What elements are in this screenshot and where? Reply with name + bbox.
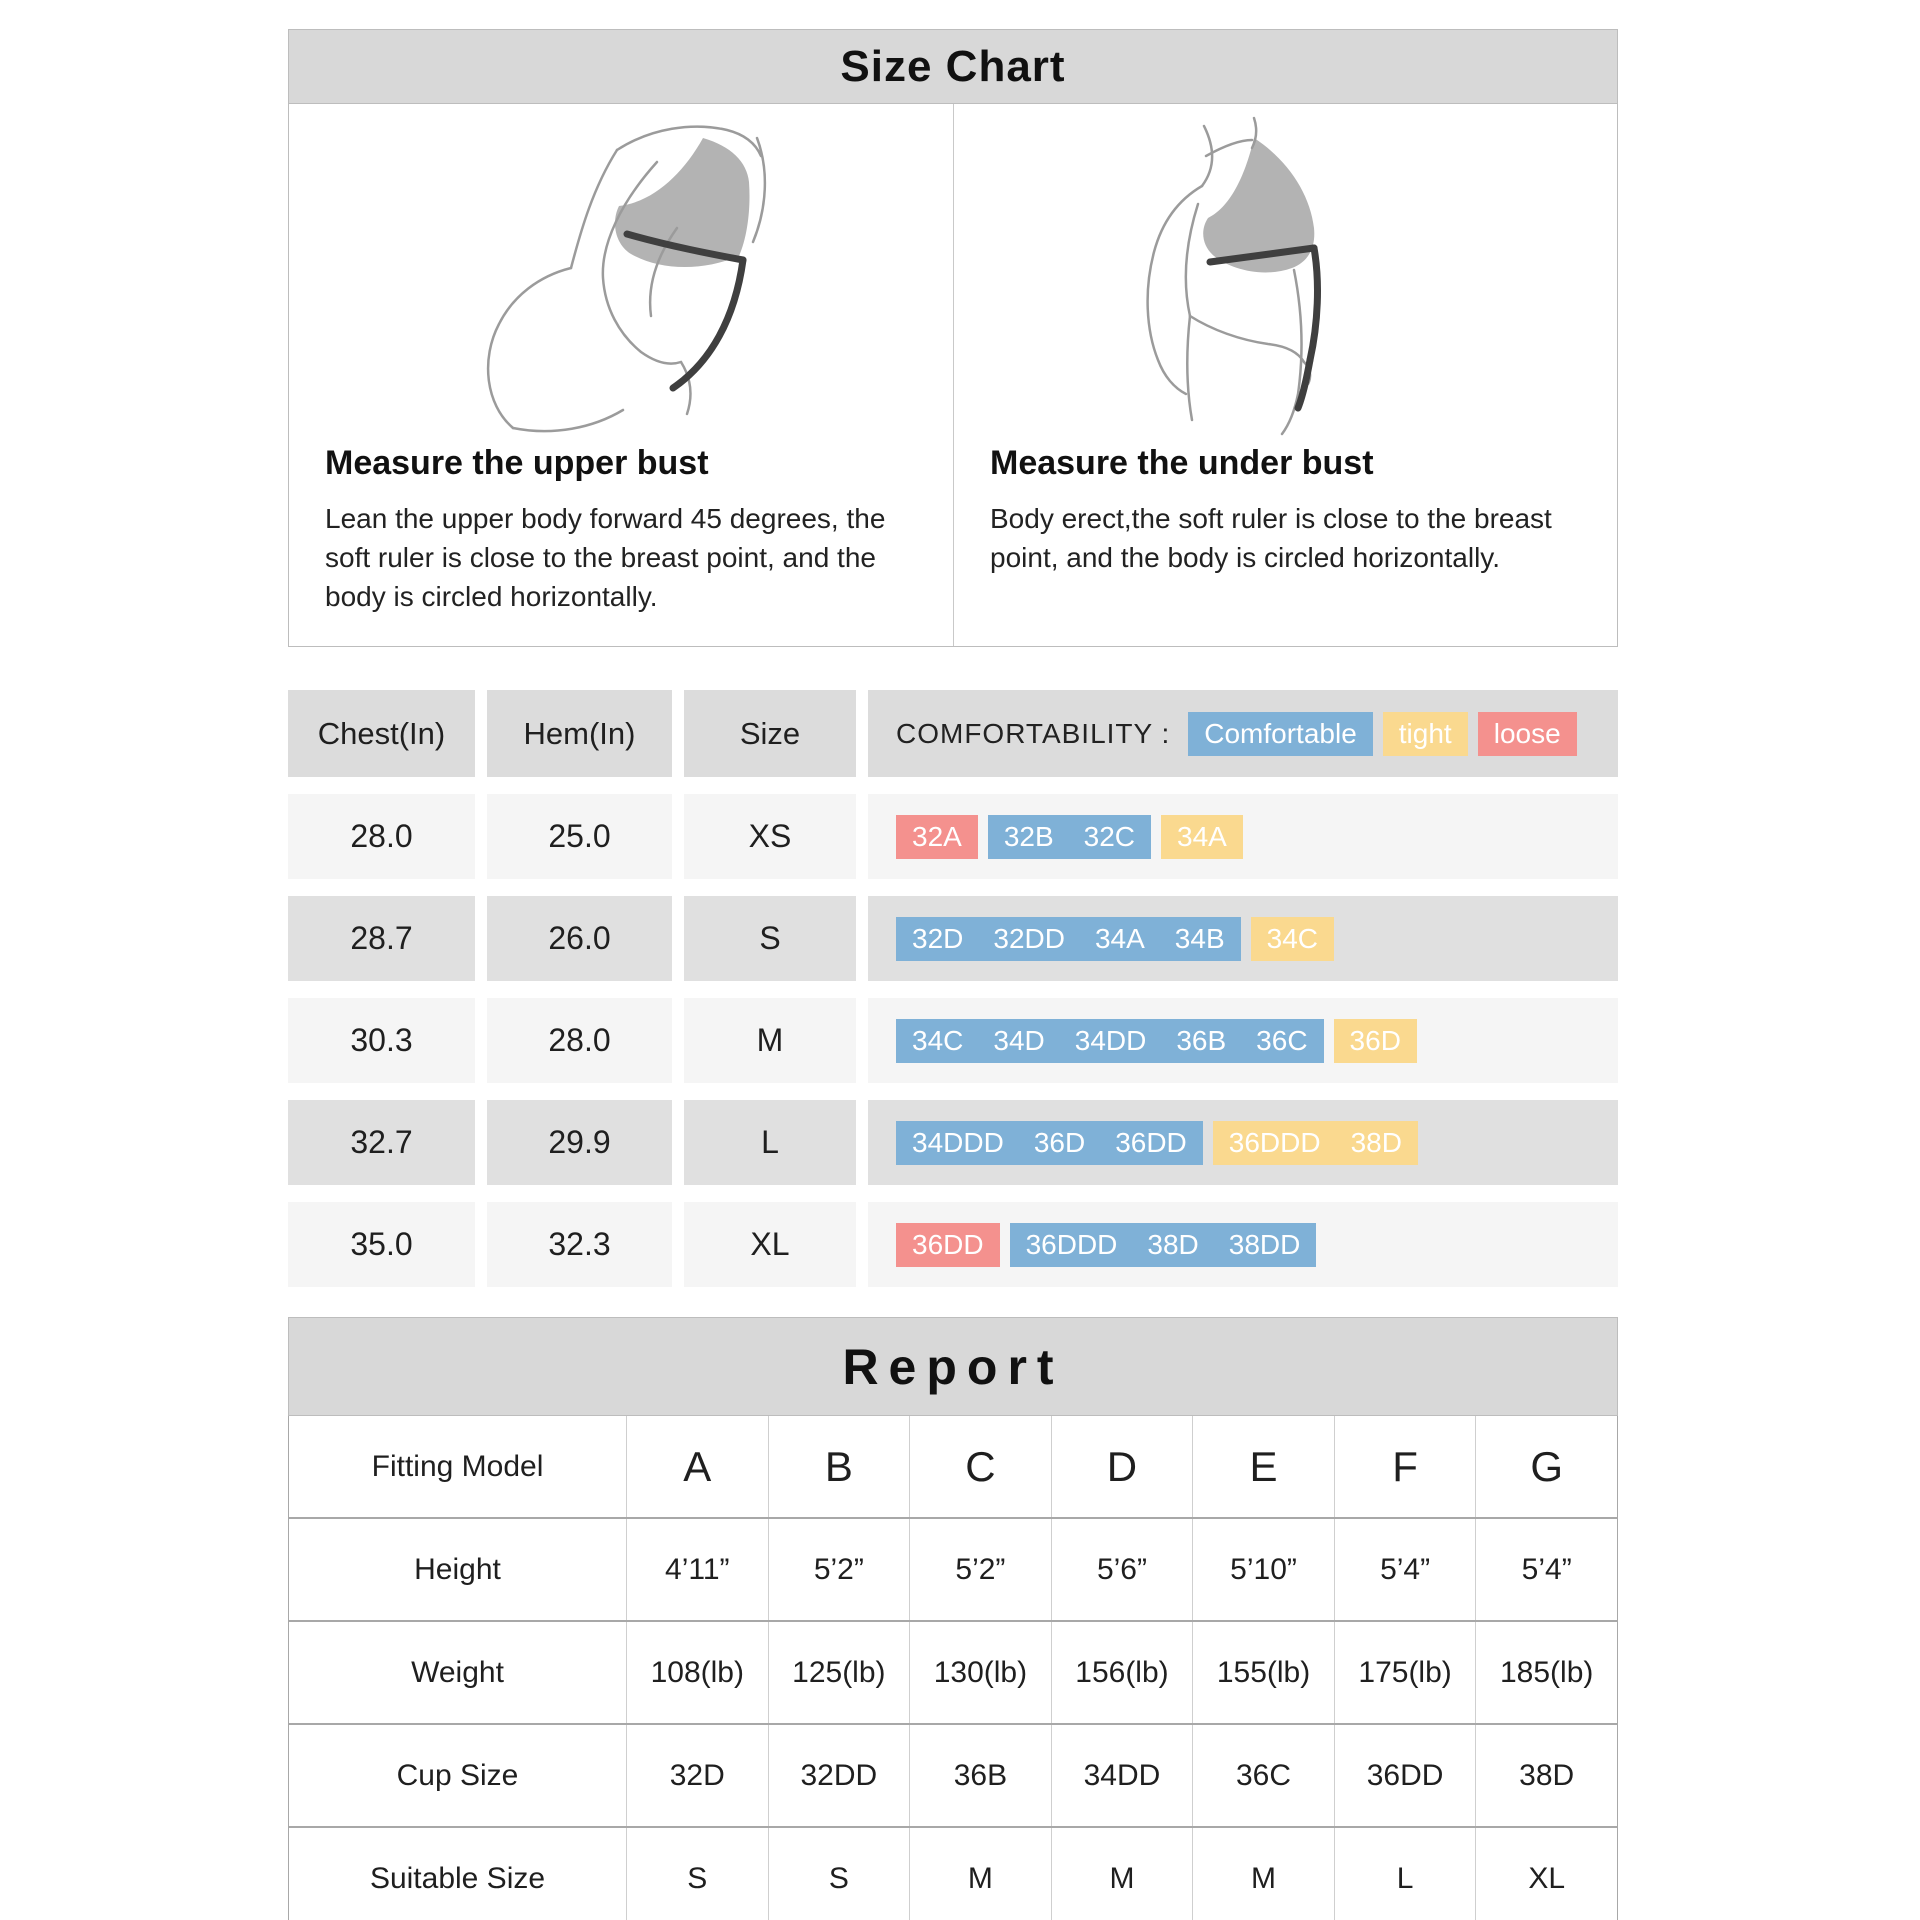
fit-chip-tight <box>1161 815 1243 859</box>
suitable-size-value: XL <box>1476 1827 1618 1920</box>
height-value: 4’11” <box>627 1518 769 1621</box>
bra-size: 36B <box>1176 1024 1227 1056</box>
legend-comfortable-chip <box>1188 712 1373 756</box>
upper-bust-panel <box>289 104 953 646</box>
measure-panels <box>289 104 1617 646</box>
report-table <box>288 1416 1618 1920</box>
chest-value: 30.3 <box>288 998 475 1083</box>
under-bust-instructions: Body erect,the soft ruler is close to the breast point, and the body is circled horizontally. <box>990 503 1552 573</box>
report-row-weight <box>289 1621 1618 1724</box>
legend-comfortable-label: Comfortable <box>1204 717 1357 749</box>
bra-size: 34D <box>993 1024 1045 1056</box>
under-bust-heading: Measure the under bust <box>990 444 1374 482</box>
bra-size: 34DDD <box>912 1126 1004 1158</box>
report-row-height <box>289 1518 1618 1621</box>
legend-loose-label: loose <box>1493 717 1561 749</box>
height-value: 5’4” <box>1334 1518 1476 1621</box>
under-bust-illustration <box>990 110 1581 440</box>
size-table-header-row <box>288 690 1618 777</box>
size-row-s <box>288 896 1618 981</box>
bra-size: 34A <box>1177 820 1227 852</box>
hem-value: 28.0 <box>487 998 672 1083</box>
chest-value: 28.0 <box>288 794 475 879</box>
suitable-size-value: M <box>1193 1827 1335 1920</box>
bra-size: 32D <box>912 922 964 954</box>
report-title: Report <box>288 1317 1618 1416</box>
fit-chip-tight <box>1213 1121 1418 1165</box>
size-chart-section <box>288 29 1618 647</box>
chest-column-header: Chest(In) <box>288 690 475 777</box>
report-row-label: Fitting Model <box>371 1449 544 1483</box>
comfortability-header <box>868 690 1618 777</box>
suitable-size-value: S <box>627 1827 769 1920</box>
hem-column-header: Hem(In) <box>487 690 672 777</box>
size-value: XS <box>684 794 856 879</box>
size-column-header: Size <box>684 690 856 777</box>
model-name: D <box>1051 1416 1193 1518</box>
bra-size: 36C <box>1256 1024 1308 1056</box>
fit-chip-comfortable <box>988 815 1151 859</box>
weight-value: 175(lb) <box>1334 1621 1476 1724</box>
suitable-size-value: M <box>910 1827 1052 1920</box>
size-row-l <box>288 1100 1618 1185</box>
fit-chip-comfortable <box>896 1121 1203 1165</box>
cup-size-value: 36DD <box>1334 1724 1476 1827</box>
chest-value: 35.0 <box>288 1202 475 1287</box>
cup-size-value: 32D <box>627 1724 769 1827</box>
report-row-suitable-size <box>289 1827 1618 1920</box>
fit-chip-comfortable <box>1010 1223 1317 1267</box>
report-row-label: Height <box>289 1518 627 1621</box>
size-value: S <box>684 896 856 981</box>
report-row-cup-size <box>289 1724 1618 1827</box>
weight-value: 130(lb) <box>910 1621 1052 1724</box>
bra-size: 32C <box>1083 820 1136 852</box>
weight-value: 156(lb) <box>1051 1621 1193 1724</box>
model-name: A <box>627 1416 769 1518</box>
size-chart-title: Size Chart <box>289 30 1617 104</box>
bra-size: 38DD <box>1228 1228 1301 1260</box>
size-value: XL <box>684 1202 856 1287</box>
bra-size: 36D <box>1033 1126 1086 1158</box>
report-row-label: Suitable Size <box>289 1827 627 1920</box>
bra-size: 36DDD <box>1228 1126 1321 1158</box>
bra-size: 34C <box>1266 922 1318 954</box>
cup-size-value: 32DD <box>768 1724 910 1827</box>
cup-size-value: 36B <box>910 1724 1052 1827</box>
bra-size: 38D <box>1350 1126 1402 1158</box>
cup-size-value: 38D <box>1476 1724 1618 1827</box>
bra-size: 36DD <box>1115 1126 1187 1158</box>
upper-bust-illustration <box>325 110 917 440</box>
under-bust-sketch-svg <box>1086 110 1486 440</box>
cup-size-value: 34DD <box>1051 1724 1193 1827</box>
weight-value: 125(lb) <box>768 1621 910 1724</box>
bra-size: 32DD <box>993 922 1065 954</box>
height-value: 5’10” <box>1193 1518 1335 1621</box>
weight-value: 155(lb) <box>1193 1621 1335 1724</box>
height-value: 5’2” <box>768 1518 910 1621</box>
fit-chip-tight <box>1251 917 1334 961</box>
fit-chip-comfortable <box>896 1019 1324 1063</box>
bra-size: 32A <box>912 820 962 852</box>
comfortability-label: COMFORTABILITY : <box>896 717 1171 749</box>
bra-size: 36DDD <box>1025 1228 1118 1260</box>
suitable-size-value: L <box>1334 1827 1476 1920</box>
comfortability-cell <box>868 1100 1618 1185</box>
size-table <box>288 690 1618 1287</box>
model-name: E <box>1193 1416 1335 1518</box>
size-row-xl <box>288 1202 1618 1287</box>
bra-size: 38D <box>1147 1228 1199 1260</box>
height-value: 5’2” <box>910 1518 1052 1621</box>
comfortability-cell <box>868 998 1618 1083</box>
model-name: F <box>1334 1416 1476 1518</box>
legend-tight-chip <box>1383 712 1468 756</box>
chest-value: 32.7 <box>288 1100 475 1185</box>
hem-value: 25.0 <box>487 794 672 879</box>
height-value: 5’4” <box>1476 1518 1618 1621</box>
comfortability-cell <box>868 1202 1618 1287</box>
model-name: C <box>910 1416 1052 1518</box>
content <box>288 29 1618 1920</box>
model-name: B <box>768 1416 910 1518</box>
fit-chip-loose <box>896 815 978 859</box>
upper-bust-instructions: Lean the upper body forward 45 degrees, the soft ruler is close to the breast point, and the body is circled horizontally. <box>325 503 886 612</box>
under-bust-panel <box>953 104 1617 646</box>
hem-value: 29.9 <box>487 1100 672 1185</box>
bra-size: 34A <box>1094 922 1145 954</box>
bra-size: 32B <box>1003 820 1054 852</box>
bra-size: 36D <box>1349 1024 1401 1056</box>
report-row-label: Cup Size <box>289 1724 627 1827</box>
bra-size: 34DD <box>1074 1024 1147 1056</box>
weight-value: 185(lb) <box>1476 1621 1618 1724</box>
hem-value: 26.0 <box>487 896 672 981</box>
upper-bust-heading: Measure the upper bust <box>325 444 709 482</box>
report-row-fitting-model <box>289 1416 1618 1518</box>
chest-value: 28.7 <box>288 896 475 981</box>
cup-size-value: 36C <box>1193 1724 1335 1827</box>
hem-value: 32.3 <box>487 1202 672 1287</box>
size-value: M <box>684 998 856 1083</box>
report-row-label: Weight <box>289 1621 627 1724</box>
bra-size: 34B <box>1174 922 1225 954</box>
fit-chip-comfortable <box>896 917 1241 961</box>
size-row-m <box>288 998 1618 1083</box>
suitable-size-value: S <box>768 1827 910 1920</box>
fit-chip-loose <box>896 1223 1000 1267</box>
comfortability-cell <box>868 794 1618 879</box>
comfortability-cell <box>868 896 1618 981</box>
size-row-xs <box>288 794 1618 879</box>
weight-value: 108(lb) <box>627 1621 769 1724</box>
bra-size: 36DD <box>912 1228 984 1260</box>
fit-chip-tight <box>1334 1019 1417 1063</box>
suitable-size-value: M <box>1051 1827 1193 1920</box>
upper-bust-sketch-svg <box>421 110 821 440</box>
size-value: L <box>684 1100 856 1185</box>
legend-tight-label: tight <box>1398 717 1452 749</box>
model-name: G <box>1476 1416 1618 1518</box>
bra-size: 34C <box>912 1024 964 1056</box>
height-value: 5’6” <box>1051 1518 1193 1621</box>
legend-loose-chip <box>1478 712 1577 756</box>
